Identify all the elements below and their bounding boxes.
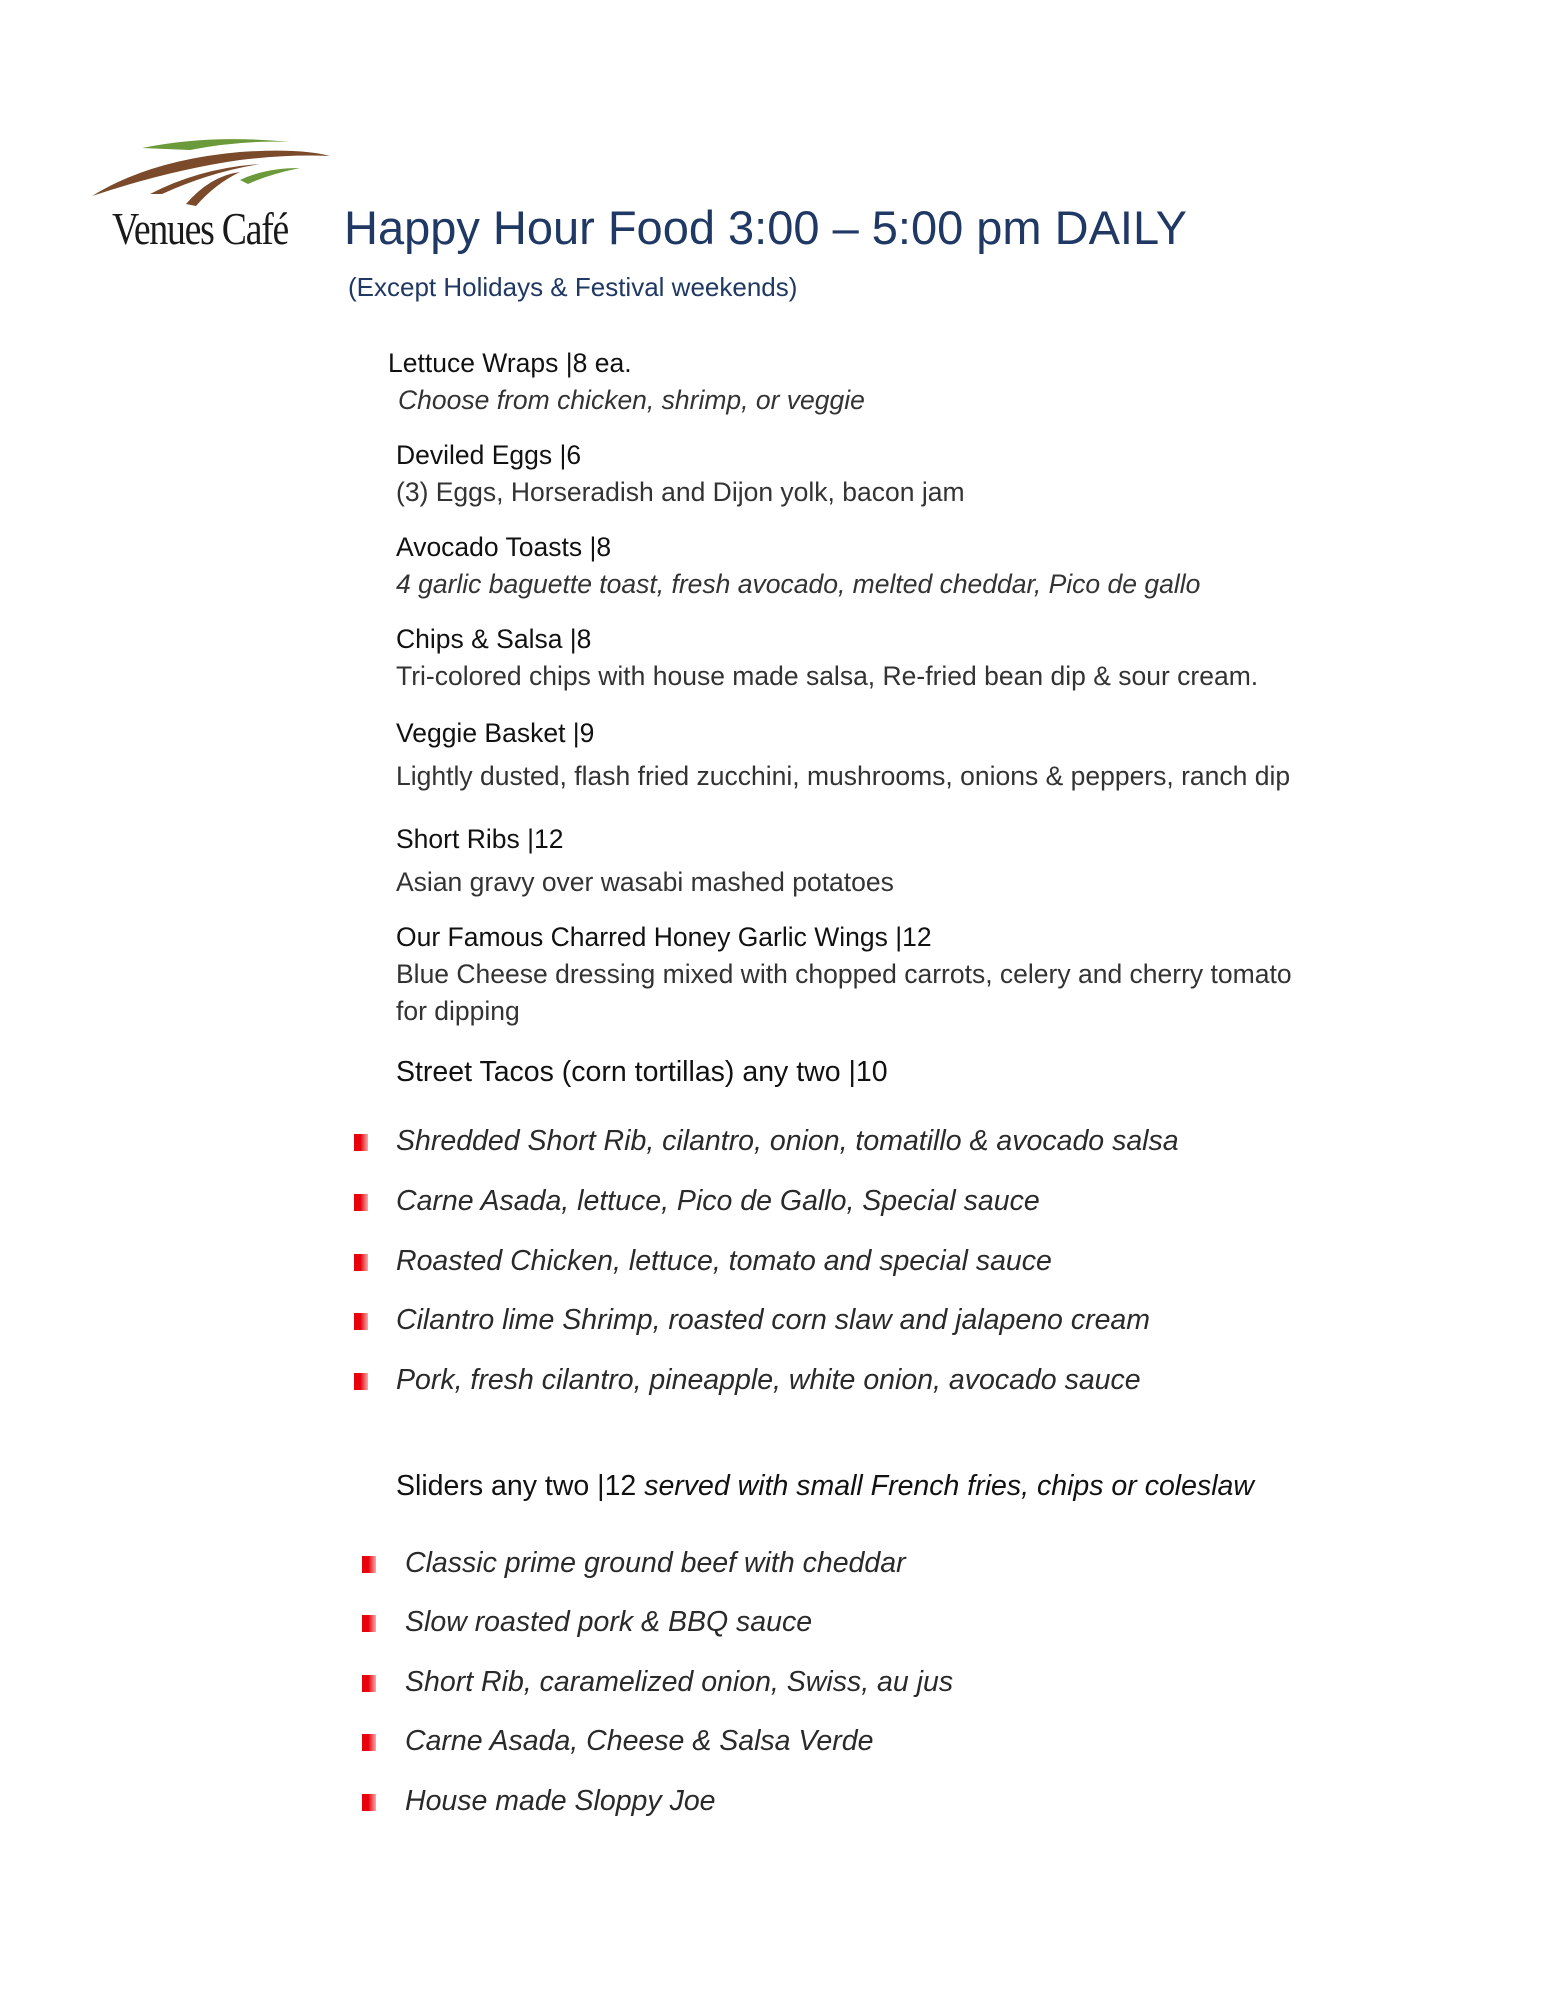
taco-option: Pork, fresh cilantro, pineapple, white onion, avocado sauce xyxy=(396,1364,1141,1396)
logo-text: Venues Café xyxy=(112,203,289,254)
menu-item-desc: 4 garlic baguette toast, fresh avocado, melted cheddar, Pico de gallo xyxy=(396,569,1201,599)
menu-item-desc: Asian gravy over wasabi mashed potatoes xyxy=(396,867,894,897)
menu-item-desc: Tri-colored chips with house made salsa, Re-fried bean dip & sour cream. xyxy=(396,661,1259,691)
slider-option: Classic prime ground beef with cheddar xyxy=(405,1547,906,1579)
bullet-icon xyxy=(354,1254,368,1271)
menu-item-desc: Lightly dusted, flash fried zucchini, mushrooms, onions & peppers, ranch dip xyxy=(396,761,1291,791)
menu-item-name: Short Ribs |12 xyxy=(396,824,564,854)
menu-item-name: Avocado Toasts |8 xyxy=(396,532,612,562)
slider-option: Short Rib, caramelized onion, Swiss, au jus xyxy=(405,1666,954,1698)
menu-item-desc: (3) Eggs, Horseradish and Dijon yolk, bacon jam xyxy=(396,477,965,507)
bullet-icon xyxy=(362,1615,376,1632)
venues-cafe-logo xyxy=(90,132,330,262)
bullet-icon xyxy=(362,1794,376,1811)
bullet-icon xyxy=(354,1134,368,1151)
taco-option: Roasted Chicken, lettuce, tomato and special sauce xyxy=(396,1245,1052,1277)
bullet-icon xyxy=(354,1313,368,1330)
bullet-icon xyxy=(362,1675,376,1692)
menu-item-name: Chips & Salsa |8 xyxy=(396,624,592,654)
page-subtitle: (Except Holidays & Festival weekends) xyxy=(348,272,798,302)
page-title: Happy Hour Food 3:00 – 5:00 pm DAILY xyxy=(344,201,1187,254)
menu-item-desc: Blue Cheese dressing mixed with chopped carrots, celery and cherry tomato xyxy=(396,959,1292,989)
slider-option: Carne Asada, Cheese & Salsa Verde xyxy=(405,1725,874,1757)
taco-option: Carne Asada, lettuce, Pico de Gallo, Special sauce xyxy=(396,1185,1040,1217)
bullet-icon xyxy=(362,1734,376,1751)
sliders-heading xyxy=(396,1470,1254,1503)
menu-item-name: Our Famous Charred Honey Garlic Wings |12 xyxy=(396,922,932,952)
bullet-icon xyxy=(362,1556,376,1573)
bullet-icon xyxy=(354,1373,368,1390)
menu-item-desc: for dipping xyxy=(396,996,520,1026)
menu-item-name: Deviled Eggs |6 xyxy=(396,440,582,470)
taco-option: Shredded Short Rib, cilantro, onion, tomatillo & avocado salsa xyxy=(396,1125,1179,1157)
menu-item-desc: Choose from chicken, shrimp, or veggie xyxy=(398,385,865,415)
sliders-heading-label: Sliders any two |12 xyxy=(396,1470,637,1502)
slider-option: House made Sloppy Joe xyxy=(405,1785,716,1817)
bullet-icon xyxy=(354,1194,368,1211)
tacos-heading: Street Tacos (corn tortillas) any two |10 xyxy=(396,1056,888,1088)
sliders-note: served with small French fries, chips or coleslaw xyxy=(644,1470,1254,1502)
menu-item-name: Veggie Basket |9 xyxy=(396,718,595,748)
slider-option: Slow roasted pork & BBQ sauce xyxy=(405,1606,813,1638)
taco-option: Cilantro lime Shrimp, roasted corn slaw and jalapeno cream xyxy=(396,1304,1151,1336)
menu-item-name: Lettuce Wraps |8 ea. xyxy=(388,348,632,378)
